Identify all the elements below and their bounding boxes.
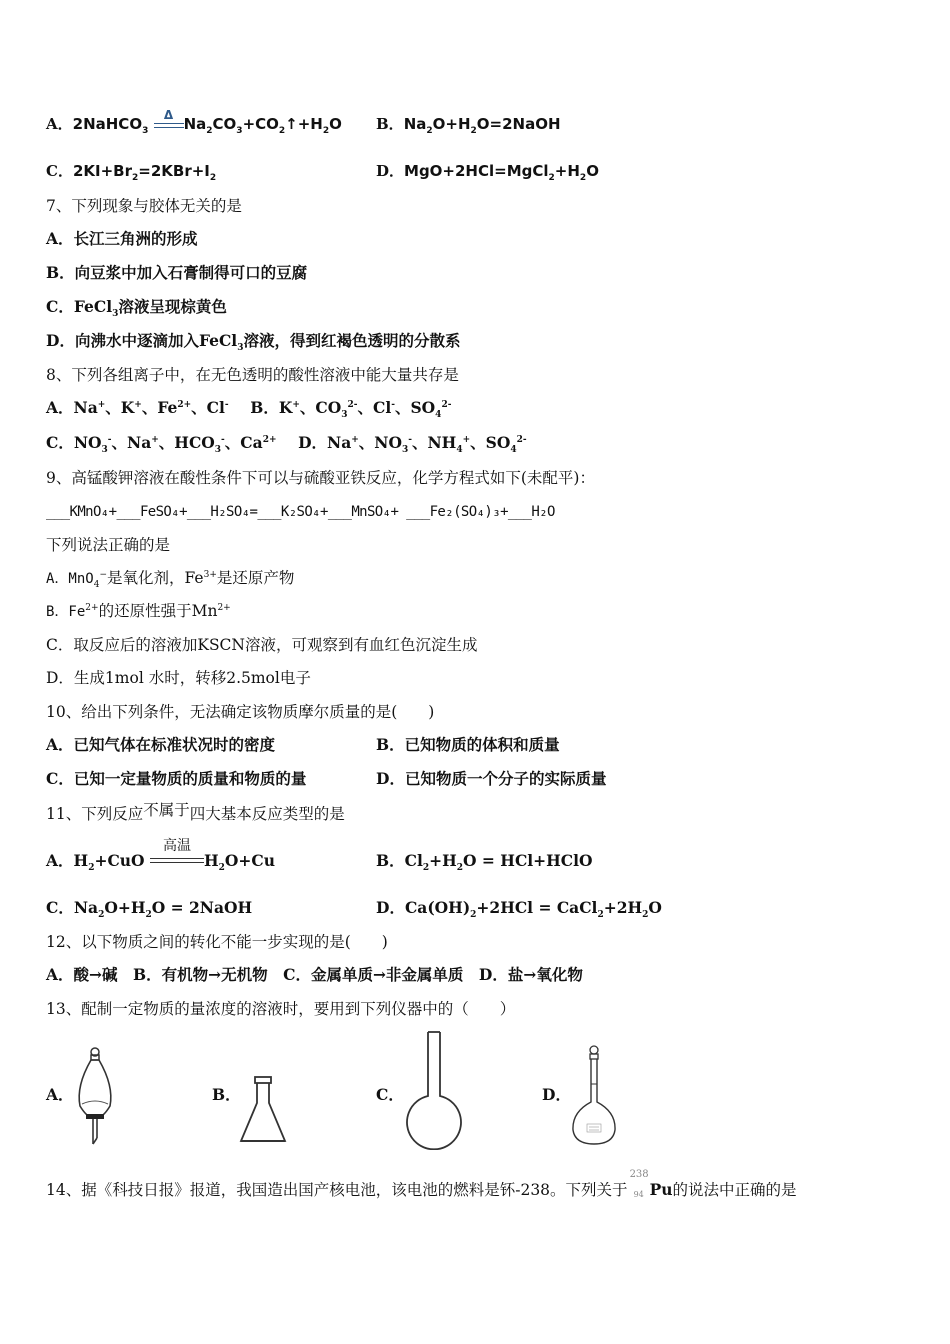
q10-option-d: D．已知物质一个分子的实际质量	[376, 769, 607, 788]
high-temp-arrow: 高温	[150, 856, 204, 868]
q7-option-a: A．长江三角洲的形成	[46, 229, 198, 248]
conical-flask-icon	[238, 1075, 288, 1147]
heat-arrow: Δ	[154, 119, 184, 131]
q13-label-d: D．	[542, 1085, 571, 1104]
nuclide-notation: 238 94	[629, 1169, 649, 1199]
q10-stem: 10、给出下列条件，无法确定该物质摩尔质量的是( )	[46, 703, 435, 721]
q8-options-cd: C．$NO_3^-$、Na+、$HCO_3^-$、$Ca^{2+}$ D．Na+、$NO_3^-$、$NH_4^+$、$SO_4^{2-}$	[46, 433, 527, 456]
q13-label-a: A．	[46, 1085, 74, 1104]
q9-stem: 9、高锰酸钾溶液在酸性条件下可以与硫酸亚铁反应，化学方程式如下(未配平)：	[46, 469, 595, 487]
q11-option-d: D．$Ca(OH)_2+2HCl$ = $CaCl_2+2H_2O$	[376, 898, 662, 921]
q9-ask: 下列说法正确的是	[46, 536, 171, 554]
q13-label-b: B．	[212, 1085, 241, 1104]
q11-option-b: B．$Cl_2+H_2O$ = HCl+HClO	[376, 851, 593, 874]
q9-option-d: D．生成1mol 水时，转移2.5mol电子	[46, 669, 311, 687]
q6-option-b: B．$Na_2O+H_2O=2NaOH$	[376, 115, 561, 136]
q10-option-c: C．已知一定量物质的质量和物质的量	[46, 769, 307, 788]
q6-option-a: A．2NaHCO$_3$ Δ $Na_2CO_3+CO_2↑+H_2O$	[46, 107, 342, 136]
volumetric-flask-icon	[568, 1044, 620, 1148]
q9-option-a: A．MnO$_4$−是氧化剂，$Fe^{3+}$是还原产物	[46, 569, 295, 591]
q7-option-c: C．FeCl$_3$溶液呈现棕黄色	[46, 297, 227, 320]
q9-equation: ___KMnO₄+___FeSO₄+___H₂SO₄=___K₂SO₄+___MnSO₄+ ___Fe₂(SO₄)₃+___H₂O	[46, 504, 555, 520]
q11-stem: 11、下列反应不属于四大基本反应类型的是	[46, 801, 345, 823]
q8-stem: 8、下列各组离子中，在无色透明的酸性溶液中能大量共存是	[46, 366, 459, 384]
q11-option-a: A．$H_2+CuO$ 高温 $H_2O+Cu$	[46, 838, 275, 874]
q8-options-ab: A．Na+、K+、$Fe^{2+}$、Cl- B．K+、$CO_3^{2-}$、Cl-、$SO_4^{2-}$	[46, 398, 452, 421]
q9-option-b: B．$Fe^{2+}$的还原性强于$Mn^{2+}$	[46, 602, 231, 620]
q14-stem: 14、据《科技日报》报道，我国造出国产核电池，该电池的燃料是钚-238。下列关于 238 94 Pu的说法中正确的是	[46, 1169, 797, 1199]
q6-option-c: C．$2KI+Br_2=2KBr+I_2$	[46, 162, 217, 183]
q11-option-c: C．$Na_2O+H_2O$ = 2NaOH	[46, 898, 253, 921]
q9-option-c: C．取反应后的溶液加KSCN溶液，可观察到有血红色沉淀生成	[46, 636, 478, 654]
q12-stem: 12、以下物质之间的转化不能一步实现的是( )	[46, 933, 388, 951]
q12-options: A．酸→碱 B．有机物→无机物 C．金属单质→非金属单质 D．盐→氧化物	[46, 965, 583, 984]
q7-option-d: D．向沸水中逐滴加入FeCl$_3$溶液，得到红褐色透明的分散系	[46, 331, 461, 354]
q10-option-a: A．已知气体在标准状况时的密度	[46, 735, 276, 754]
q7-option-b: B．向豆浆中加入石膏制得可口的豆腐	[46, 263, 308, 282]
q7-stem: 7、下列现象与胶体无关的是	[46, 197, 242, 215]
q13-label-c: C．	[376, 1085, 404, 1104]
q13-stem: 13、配制一定物质的量浓度的溶液时，要用到下列仪器中的（ ）	[46, 1000, 516, 1018]
q10-option-b: B．已知物质的体积和质量	[376, 735, 560, 754]
round-bottom-flask-icon	[404, 1030, 464, 1150]
separatory-funnel-icon	[72, 1046, 118, 1148]
q6-option-d: D．$MgO+2HCl=MgCl_2+H_2O$	[376, 162, 599, 183]
